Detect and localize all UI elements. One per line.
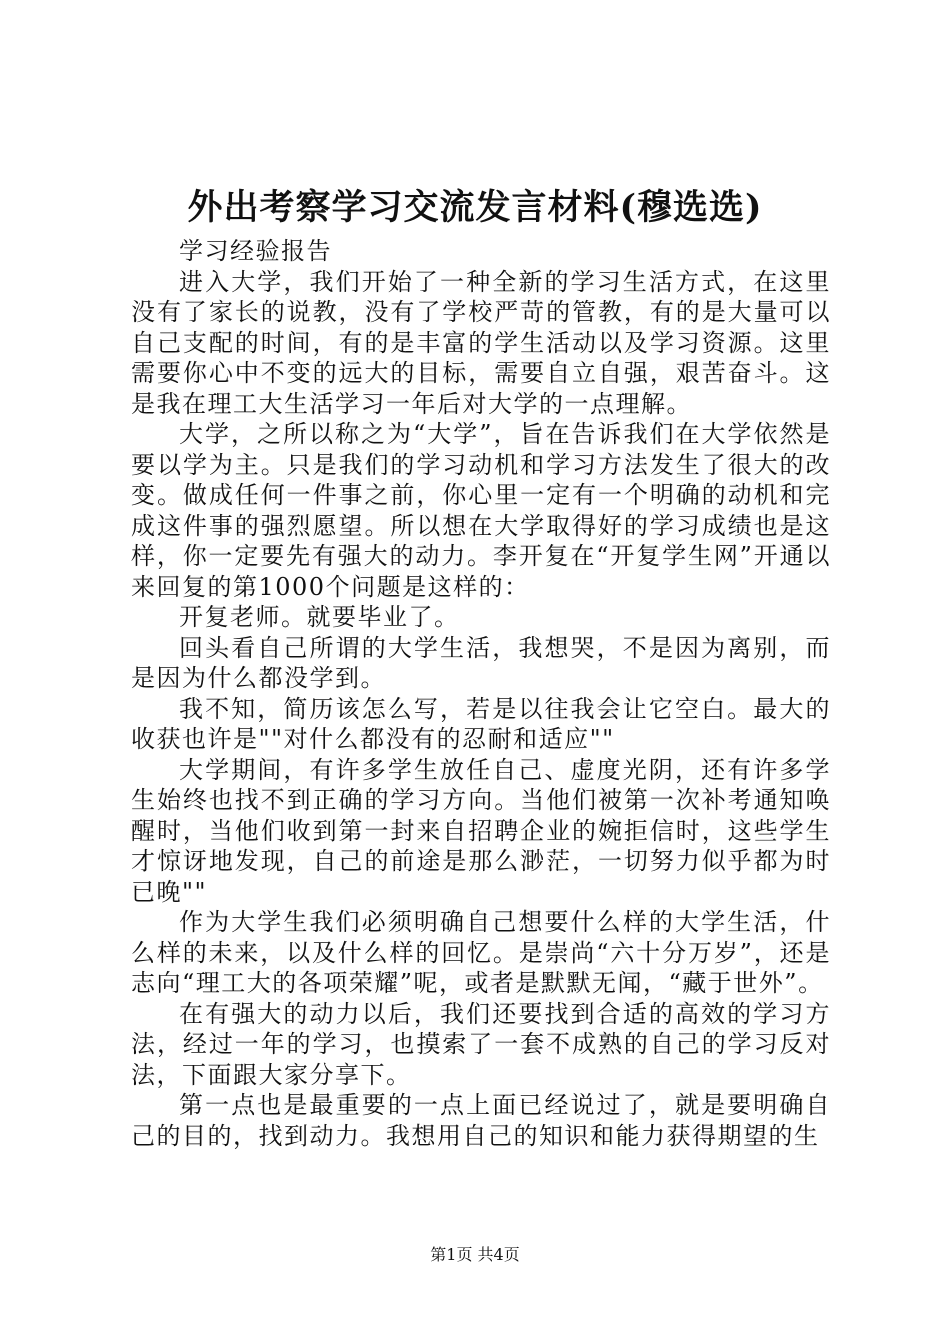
paragraph: 大学，之所以称之为“大学”，旨在告诉我们在大学依然是要以学为主。只是我们的学习动机和学习方法发生了很大的改变。做成任何一件事之前，你心里一定有一个明确的动机和完成这件事的强烈愿望。所以想在大学取得好的学习成绩也是这样，你一定要先有强大的动力。李开复在“开复学生网”开通以来回复的第1000个问题是这样的： [131,420,831,601]
paragraph: 回头看自己所谓的大学生活，我想哭，不是因为离别，而是因为什么都没学到。 [131,633,831,692]
paragraph: 作为大学生我们必须明确自己想要什么样的大学生活，什么样的未来，以及什么样的回忆。是崇尚“六十分万岁”，还是志向“理工大的各项荣耀”呢，或者是默默无闻，“藏于世外”。 [131,908,831,997]
paragraph: 我不知，简历该怎么写，若是以往我会让它空白。最大的收获也许是""对什么都没有的忍耐和适应"" [131,694,831,753]
paragraph: 在有强大的动力以后，我们还要找到合适的高效的学习方法，经过一年的学习，也摸索了一套不成熟的自己的学习反对法，下面跟大家分享下。 [131,999,831,1089]
paragraph: 进入大学，我们开始了一种全新的学习生活方式，在这里没有了家长的说教，没有了学校严苛的管教，有的是大量可以自己支配的时间，有的是丰富的学生活动以及学习资源。这里需要你心中不变的远大的目标，需要自立自强，艰苦奋斗。这是我在理工大生活学习一年后对大学的一点理解。 [131,267,831,418]
paragraph: 第一点也是最重要的一点上面已经说过了，就是要明确自己的目的，找到动力。我想用自己的知识和能力获得期望的生 [131,1091,831,1150]
page-footer: 第1页 共4页 [430,1245,520,1264]
document-title: 外出考察学习交流发言材料(穆选选) [187,187,763,228]
paragraph: 大学期间，有许多学生放任自己、虚度光阴，还有许多学生始终也找不到正确的学习方向。当他们被第一次补考通知唤醒时，当他们收到第一封来自招聘企业的婉拒信时，这些学生才惊讶地发现，自己的前途是那么渺茫，一切努力似乎都为时已晚"" [131,755,831,906]
paragraph: 开复老师。就要毕业了。 [179,603,460,631]
paragraph: 学习经验报告 [179,237,332,265]
document-body [131,236,831,1151]
